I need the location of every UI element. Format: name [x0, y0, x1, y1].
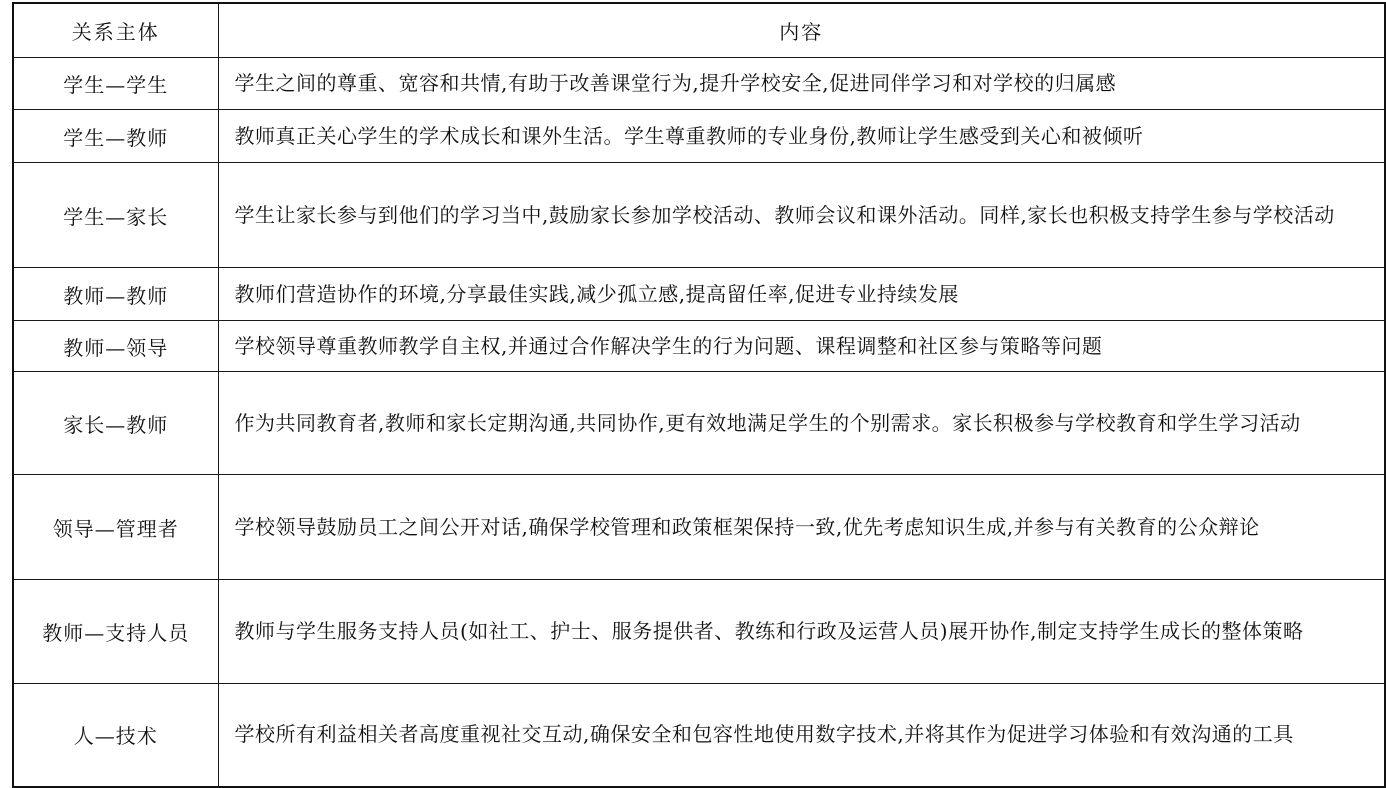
- row-content: 教师们营造协作的环境,分享最佳实践,减少孤立感,提高留任率,促进专业持续发展: [218, 268, 1385, 321]
- row-subject: 人—技术: [13, 684, 218, 787]
- relationship-table: [12, 2, 1386, 788]
- table-row: [13, 268, 1385, 321]
- row-subject: 学生—教师: [13, 110, 218, 163]
- table-row: [13, 321, 1385, 372]
- table-row: [13, 163, 1385, 268]
- row-content: 学生让家长参与到他们的学习当中,鼓励家长参加学校活动、教师会议和课外活动。同样,家长也积极支持学生参与学校活动: [218, 163, 1385, 268]
- header-content: 内容: [218, 3, 1385, 58]
- row-content: 作为共同教育者,教师和家长定期沟通,共同协作,更有效地满足学生的个别需求。家长积极参与学校教育和学生学习活动: [218, 372, 1385, 475]
- table-row: [13, 684, 1385, 787]
- row-subject: 学生—家长: [13, 163, 218, 268]
- row-content: 学生之间的尊重、宽容和共情,有助于改善课堂行为,提升学校安全,促进同伴学习和对学校的归属感: [218, 58, 1385, 110]
- row-subject: 教师—教师: [13, 268, 218, 321]
- table-row: [13, 58, 1385, 110]
- row-content: 学校领导鼓励员工之间公开对话,确保学校管理和政策框架保持一致,优先考虑知识生成,并参与有关教育的公众辩论: [218, 475, 1385, 580]
- row-content: 教师真正关心学生的学术成长和课外生活。学生尊重教师的专业身份,教师让学生感受到关心和被倾听: [218, 110, 1385, 163]
- row-subject: 家长—教师: [13, 372, 218, 475]
- table-row: [13, 110, 1385, 163]
- row-subject: 领导—管理者: [13, 475, 218, 580]
- table-header-row: [13, 3, 1385, 58]
- row-subject: 教师—领导: [13, 321, 218, 372]
- row-subject: 学生—学生: [13, 58, 218, 110]
- row-content: 学校领导尊重教师教学自主权,并通过合作解决学生的行为问题、课程调整和社区参与策略等问题: [218, 321, 1385, 372]
- table-row: [13, 372, 1385, 475]
- header-subject: 关系主体: [13, 3, 218, 58]
- table-row: [13, 580, 1385, 684]
- row-content: 教师与学生服务支持人员(如社工、护士、服务提供者、教练和行政及运营人员)展开协作,制定支持学生成长的整体策略: [218, 580, 1385, 684]
- table-row: [13, 475, 1385, 580]
- row-content: 学校所有利益相关者高度重视社交互动,确保安全和包容性地使用数字技术,并将其作为促进学习体验和有效沟通的工具: [218, 684, 1385, 787]
- row-subject: 教师—支持人员: [13, 580, 218, 684]
